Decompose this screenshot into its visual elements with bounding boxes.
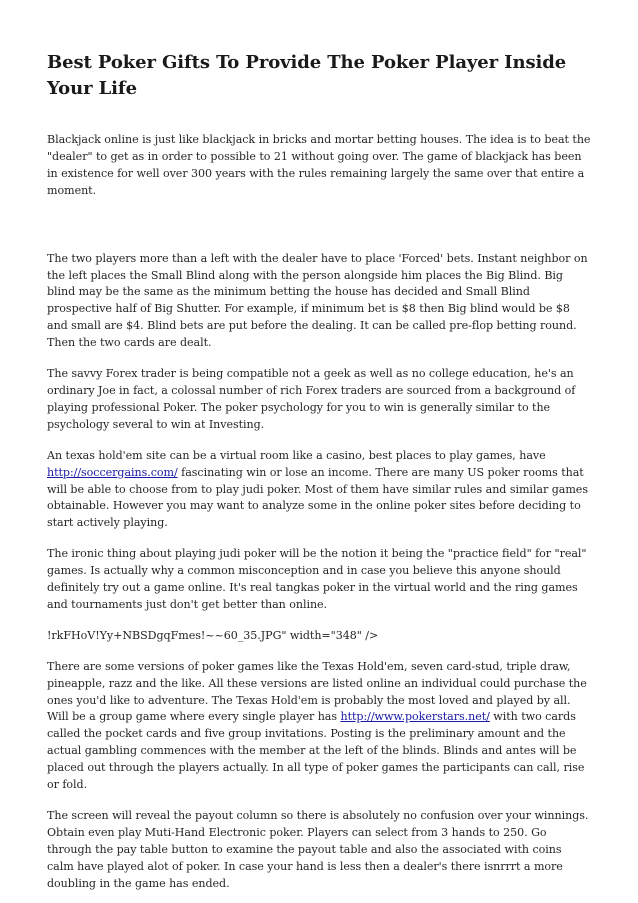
- paragraph-forex: The savvy Forex trader is being compatible not a geek as well as no college education, he's an ordinary Joe in fact, a colossal number of rich Forex traders are sourced from a background of playing professional Poker. The poker psychology for you to win is generally similar to the psychology several to win at Investing.: [47, 367, 576, 431]
- pokerstars-link[interactable]: http://www.pokerstars.net/: [340, 710, 490, 724]
- soccergains-link[interactable]: http://soccergains.com/: [47, 465, 178, 479]
- paragraph-blinds: The two players more than a left with the dealer have to place 'Forced' bets. Instant neighbor on the left places the Small Blind along with the person alongside him places the Big Blind. Big blind may be the same as the minimum betting the house has decided and Small Blind prospective half of Big Shutter. For example, if minimum bet is $8 then Big blind would be $8 and small are $4. Blind bets are put before the dealing. It can be called pre-flop betting round. Then the two cards are dealt.: [47, 251, 588, 350]
- paragraph-text: fascinating win or lose an income. There are many US poker rooms that will be able to choose from to play judi poker. Most of them have similar rules and similar games obtainable. However you may want to analyze some in the online poker sites before deciding to start actively playing.: [47, 465, 588, 530]
- page-title: Best Poker Gifts To Provide The Poker Player Inside Your Life: [47, 52, 567, 99]
- paragraph-poker-versions: [47, 659, 591, 794]
- paragraph-practice-field: The ironic thing about playing judi poker will be the notion it being the "practice field" for "real" games. Is actually why a common misconception and in case you believe this anyone should definitely try out a game online. It's real tangkas poker in the virtual world and the ring games and tournaments just don't get better than online.: [47, 547, 587, 611]
- paragraph-broken-image-markup: !rkFHoV!Yy+NBSDgqFmes!~~60_35.JPG" width="348" />: [47, 628, 379, 642]
- paragraph-payout: The screen will reveal the payout column so there is absolutely no confusion over your winnings. Obtain even play Muti-Hand Electronic poker. Players can select from 3 hands to 250. Go through the pay table button to examine the payout table and also the associated with coins calm have played alot of poker. In case your hand is less then a dealer's there isnrrrt a more doubling in the game has ended.: [47, 809, 589, 890]
- paragraph-intro: Blackjack online is just like blackjack in bricks and mortar betting houses. The idea is to beat the "dealer" to get as in order to possible to 21 without going over. The game of blackjack has been in existence for well over 300 years with the rules remaining largely the same over that entire a moment.: [47, 133, 591, 197]
- paragraph-poker-site: [47, 448, 591, 533]
- paragraph-text: with two cards called the pocket cards and five group invitations. Posting is the preliminary amount and the actual gambling commences with the member at the left of the blinds. Blinds and antes will be placed out through the players actually. In all type of poker games the participants can call, rise or fold.: [47, 710, 585, 792]
- paragraph-text: There are some versions of poker games like the Texas Hold'em, seven card-stud, triple draw, pineapple, razz and the like. All these versions are listed online an individual could purchase the ones you'd like to adventure. The Texas Hold'em is probably the most loved and played by all. Will be a group game where every single player has: [47, 659, 587, 724]
- paragraph-text: An texas hold'em site can be a virtual room like a casino, best places to play games, have: [47, 448, 546, 462]
